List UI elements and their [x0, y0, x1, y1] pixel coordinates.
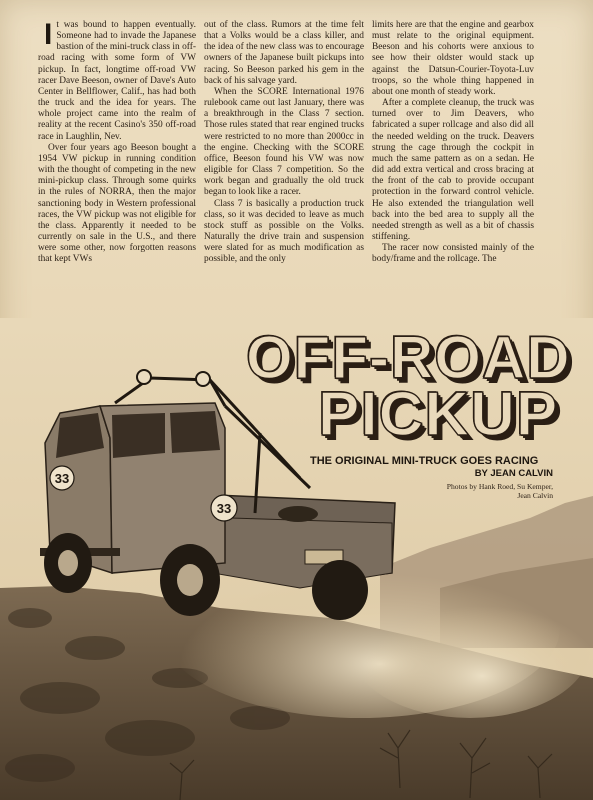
- race-number-rear: 33: [216, 501, 232, 516]
- subtitle: THE ORIGINAL MINI-TRUCK GOES RACING: [310, 455, 539, 467]
- article-column-1: [38, 20, 196, 265]
- article-paragraph: When the SCORE International 1976 rulebook came out last January, there was a breakthrough in the Class 7 section. Those rules stated that rear engined trucks were restricted to no more than 2000cc in the engine. Checking with the SCORE office, Beeson found his VW was now eligible for Class 7 competition. So the work began and gradually the old truck began to look like a racer.: [204, 86, 364, 198]
- article-paragraph: limits here are that the engine and gearbox must relate to the original equipment. Beeson and his cohorts were anxious to see how their oldster would stack up against the Datsun-Courier-Toyota-Luv troops, so the whole thing happened in about one month of steady work.: [372, 20, 534, 97]
- article-paragraph: After a complete cleanup, the truck was turned over to Jim Deavers, who fabricated a super rollcage and also did all the needed welding on the truck. Deavers strung the cage through the cockpit in much the same pattern as on a sedan. He did add extra vertical and cross bracing at the front of the cab to provide occupant protection in the forward control vehicle. He also extended the triangulation well back into the bed area to supply all the needed strength as well as a bit of chassis stiffening.: [372, 98, 534, 242]
- article-paragraph: It was bound to happen eventually. Someone had to invade the Japanese bastion of the mini-truck class in off-road racing with some form of VW pickup. In fact, longtime off-road VW racer Dave Beeson, owner of Dave's Auto Center in Bellflower, Calif., has had both the truck and the idea for years. The whole project came into the realm of reality at the recent Casino's 350 off-road race in Laughlin, Nev.: [38, 18, 196, 142]
- photo-credits-line-2: Jean Calvin: [517, 491, 553, 500]
- article-paragraph: out of the class. Rumors at the time felt that a Volks would be a class killer, and the idea of the new class was to encourage owners of the Japanese built pickups into racing. So Beeson parked his gem in the back of his salvage yard.: [204, 20, 364, 86]
- byline: BY JEAN CALVIN: [474, 468, 553, 479]
- drop-cap: I: [44, 18, 53, 51]
- article-paragraph: The racer now consisted mainly of the body/frame and the rollcage. The: [372, 243, 534, 265]
- article-column-3: [372, 20, 534, 265]
- photo-credits-line-1: Photos by Hank Roed, Su Kemper,: [446, 482, 553, 491]
- article-column-2: [204, 20, 364, 265]
- article-paragraph: Class 7 is basically a production truck class, so it was decided to leave as much stock stuff as possible on the Volks. Naturally the drive train and suspension were slated for as much modification as possible, and the only: [204, 198, 364, 265]
- headline-line-1: OFF-ROAD: [246, 324, 571, 391]
- headline-line-2: PICKUP: [318, 380, 559, 449]
- photo-credits: [393, 482, 553, 500]
- article-paragraph: Over four years ago Beeson bought a 1954 VW pickup in running condition with the thought of competing in the new mini-pickup class. Through some quirks in the rules of NORRA, then the major sanctioning body in Western professional races, the VW pickup was not eligible for the class. Apparently it needed to be currently on sale in the U.S., and there were some other, now forgotten reasons that kept VWs: [38, 142, 196, 265]
- race-number-front: 33: [54, 471, 70, 486]
